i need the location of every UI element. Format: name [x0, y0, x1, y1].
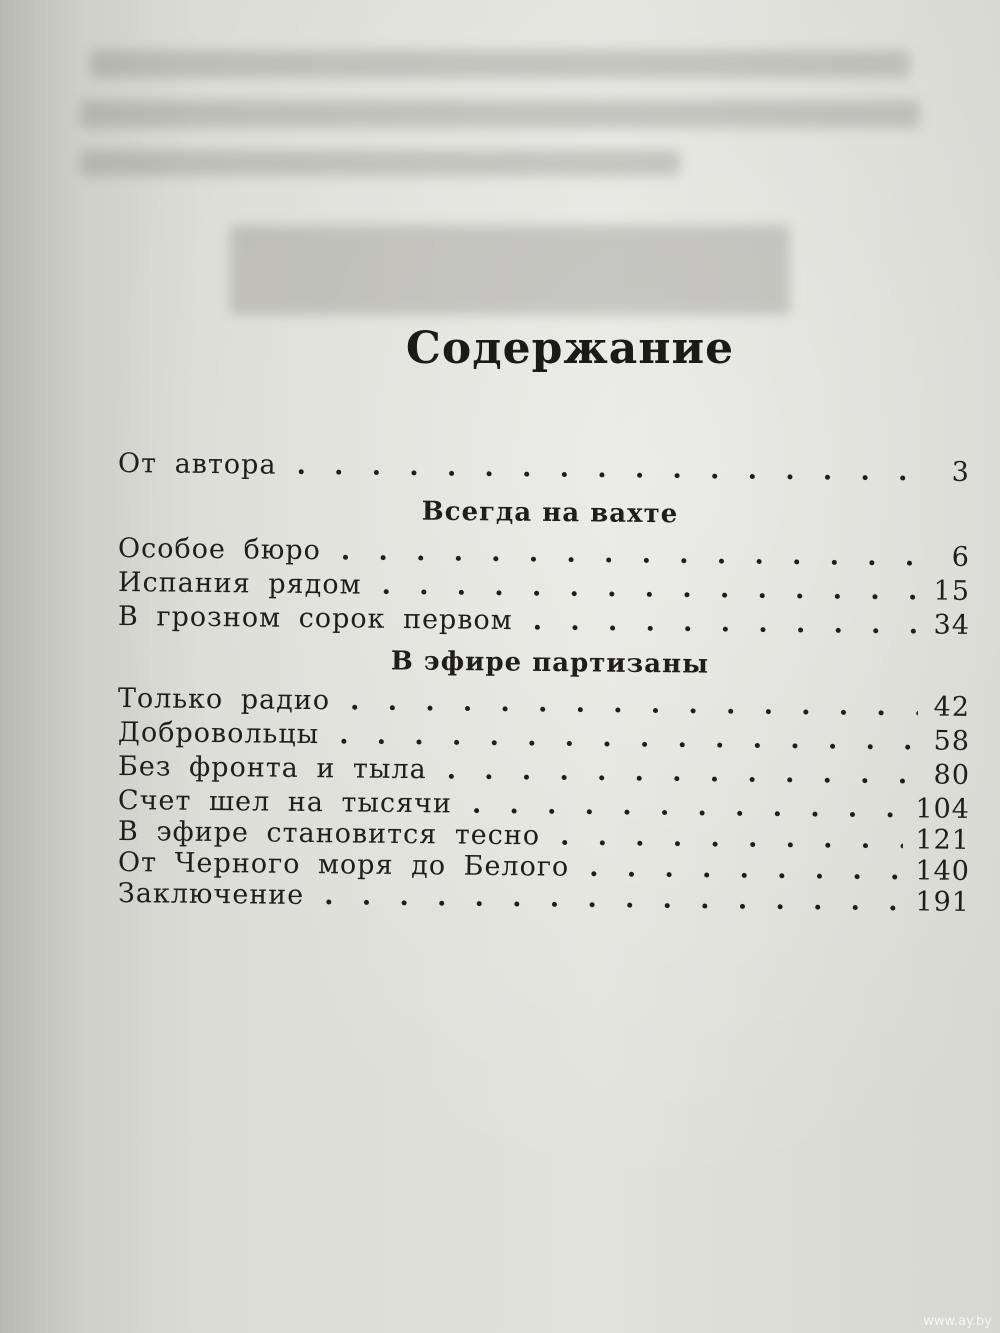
toc-entry-title: Испания рядом	[117, 567, 362, 601]
leader-dots	[533, 604, 919, 642]
leader-dots	[296, 449, 918, 490]
section-heading: В эфире партизаны	[390, 646, 710, 680]
leader-dots	[446, 753, 918, 792]
toc-entry-page: 34	[933, 609, 971, 641]
toc-entry-title: Заключение	[117, 878, 305, 911]
toc-entry-title: В эфире становится тесно	[117, 816, 541, 852]
toc-entry-title: В грозном сорок первом	[117, 601, 513, 637]
toc-entry	[118, 447, 970, 490]
toc-entry-page: 104	[915, 793, 971, 825]
page-title: Содержание	[405, 323, 735, 374]
leader-dots	[381, 569, 918, 609]
toc-entry-page: 121	[915, 824, 971, 856]
toc-entry-title: Только радио	[117, 683, 331, 717]
toc-entry-title: Без фронта и тыла	[117, 751, 427, 786]
toc-entry-page: 140	[915, 855, 971, 887]
toc-entry-page: 15	[933, 575, 971, 607]
watermark: www.ay.by	[923, 1314, 992, 1329]
toc-entry-title: От автора	[117, 448, 277, 481]
show-through-text	[80, 20, 940, 340]
toc-entry-page: 3	[951, 456, 971, 488]
toc-entry-title: Счет шел на тысячи	[117, 785, 453, 820]
toc-entry-page: 191	[915, 886, 971, 918]
leader-dots	[324, 879, 904, 919]
toc-entry-title: От Черного моря до Белого	[117, 847, 570, 883]
toc-entry-page: 6	[951, 541, 971, 573]
toc-entry-title: Особое бюро	[117, 533, 322, 567]
toc-entry-page: 42	[933, 691, 971, 723]
toc-entry-title: Добровольцы	[117, 717, 320, 751]
section-heading: Всегда на вахте	[421, 496, 679, 530]
toc-entry-page: 58	[933, 725, 971, 757]
toc-entry-page: 80	[933, 759, 971, 791]
